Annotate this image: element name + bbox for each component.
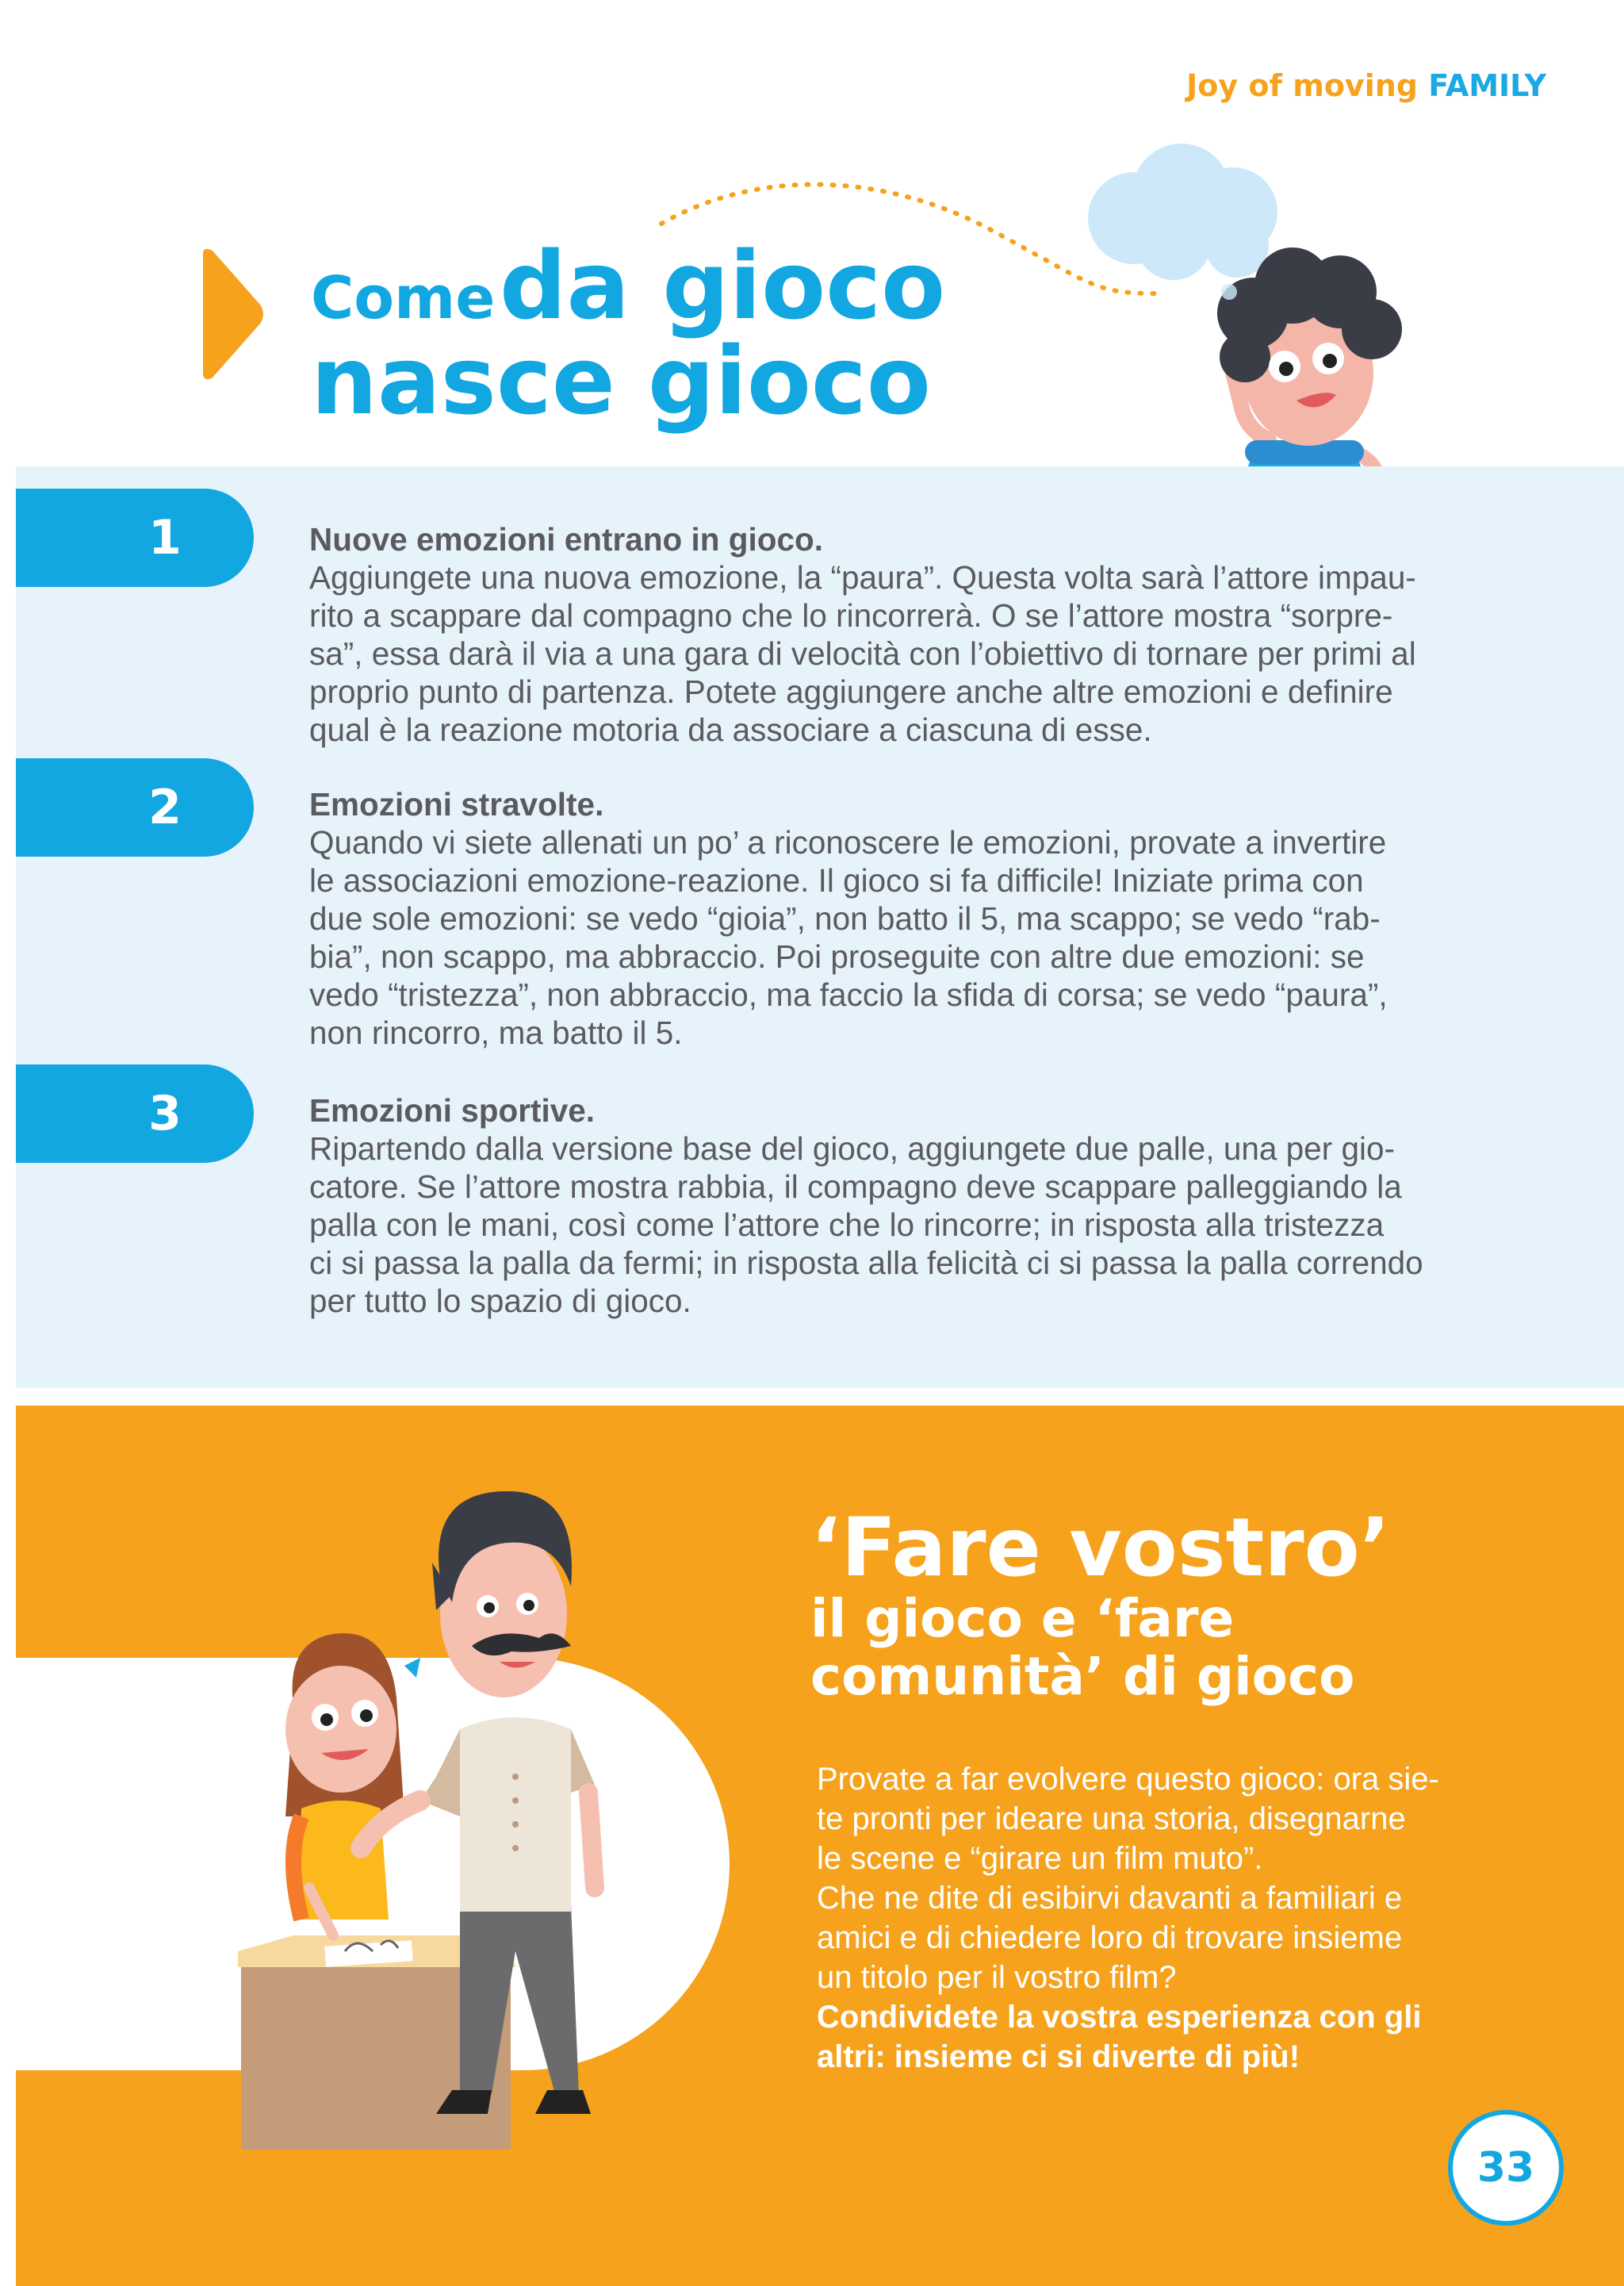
item-line: qual è la reazione motoria da associare a ciascuna di esse. [309, 711, 1152, 748]
item-line: proprio punto di partenza. Potete aggiungere anche altre emozioni e definire [309, 673, 1393, 710]
title-small: Come [311, 264, 496, 332]
item-1 [309, 520, 1451, 749]
body-line: un titolo per il vostro film? [817, 1960, 1177, 1995]
item-number-tab-3 [16, 1064, 254, 1163]
item-number: 2 [148, 780, 182, 835]
body-line: te pronti per ideare una storia, disegnarne [817, 1801, 1406, 1836]
body-line: Provate a far evolvere questo gioco: ora sie- [817, 1762, 1439, 1797]
item-line: bia”, non scappo, ma abbraccio. Poi proseguite con altre due emozioni: se [309, 938, 1365, 975]
item-line: catore. Se l’attore mostra rabbia, il compagno deve scappare palleggiando la [309, 1168, 1402, 1205]
brand-suffix: FAMILY [1428, 68, 1546, 103]
item-line: palla con le mani, così come l’attore che lo rincorre; in risposta alla tristezza [309, 1206, 1385, 1243]
item-heading: Nuove emozioni entrano in gioco. [309, 521, 824, 558]
brand-prefix: Joy of moving [1186, 68, 1418, 103]
title-big-line2: nasce gioco [311, 326, 931, 436]
body-bold-line: Condividete la vostra esperienza con gli [817, 2000, 1422, 2035]
item-heading: Emozioni stravolte. [309, 786, 604, 823]
brand-header [1186, 68, 1546, 103]
community-title-line3: comunità’ di gioco [810, 1645, 1355, 1707]
father-daughter-illustration [222, 1444, 777, 2158]
community-title [810, 1501, 1391, 1707]
item-line: Aggiungete una nuova emozione, la “paura”. Questa volta sarà l’attore impau- [309, 559, 1416, 596]
community-title-line1: ‘Fare vostro’ [810, 1501, 1391, 1595]
item-line: per tutto lo spazio di gioco. [309, 1283, 691, 1319]
item-line: le associazioni emozione-reazione. Il gioco si fa difficile! Iniziate prima con [309, 862, 1364, 899]
item-line: rito a scappare dal compagno che lo rincorrerà. O se l’attore mostra “sorpre- [309, 597, 1393, 634]
item-number: 1 [148, 510, 182, 566]
body-line: amici e di chiedere loro di trovare insieme [817, 1920, 1403, 1955]
title-arrow-icon [195, 246, 266, 382]
page-number: 33 [1448, 2110, 1564, 2226]
item-number-tab-2 [16, 758, 254, 857]
body-bold-line: altri: insieme ci si diverte di più! [817, 2039, 1300, 2074]
item-line: sa”, essa darà il via a una gara di velocità con l’obiettivo di tornare per primi al [309, 635, 1416, 672]
item-heading: Emozioni sportive. [309, 1092, 596, 1129]
item-line: non rincorro, ma batto il 5. [309, 1015, 683, 1051]
community-body [817, 1759, 1475, 2077]
item-3 [309, 1091, 1451, 1320]
community-title-line2: il gioco e ‘fare [810, 1588, 1235, 1650]
item-line: Ripartendo dalla versione base del gioco, aggiungete due palle, una per gio- [309, 1130, 1395, 1167]
item-line: due sole emozioni: se vedo “gioia”, non batto il 5, ma scappo; se vedo “rab- [309, 900, 1381, 937]
item-number: 3 [148, 1086, 182, 1141]
item-line: ci si passa la palla da fermi; in risposta alla felicità ci si passa la palla correndo [309, 1245, 1423, 1281]
body-line: Che ne dite di esibirvi davanti a familiari e [817, 1881, 1403, 1916]
body-line: le scene e “girare un film muto”. [817, 1841, 1263, 1876]
title-big-line1: da gioco [500, 231, 946, 340]
item-line: vedo “tristezza”, non abbraccio, ma faccio la sfida di corsa; se vedo “paura”, [309, 976, 1388, 1013]
item-2 [309, 785, 1451, 1052]
item-number-tab-1 [16, 489, 254, 587]
item-line: Quando vi siete allenati un po’ a riconoscere le emozioni, provate a invertire [309, 824, 1387, 861]
